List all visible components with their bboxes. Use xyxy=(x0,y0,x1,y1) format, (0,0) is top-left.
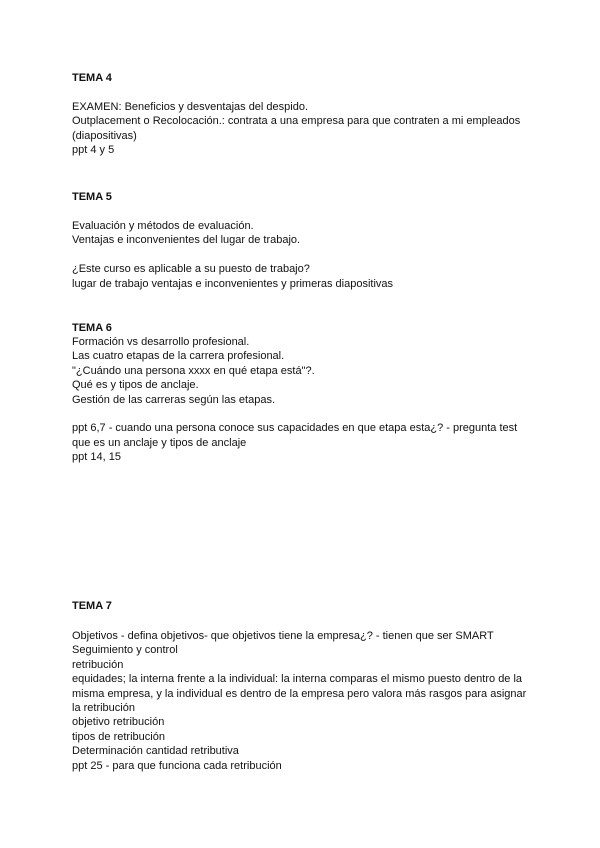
section-heading: TEMA 6 xyxy=(72,322,112,334)
section-tema-7 xyxy=(72,599,542,773)
text-line: EXAMEN: Beneficios y desventajas del despido. xyxy=(72,101,309,113)
text-line: ppt 4 y 5 xyxy=(72,144,115,157)
text-line: retribución xyxy=(72,658,124,671)
text-line: tipos de retribución xyxy=(72,730,165,743)
section-tema-6 xyxy=(72,321,542,465)
text-line: Qué es y tipos de anclaje. xyxy=(72,379,199,392)
text-line: Formación vs desarrollo profesional. xyxy=(72,336,250,348)
text-line: Gestión de las carreras según las etapas. xyxy=(72,393,276,406)
section-heading: TEMA 4 xyxy=(72,72,112,84)
text-line: objetivo retribución xyxy=(72,716,165,729)
text-line: Seguimiento y control xyxy=(72,644,178,657)
text-line: Ventajas e inconvenientes del lugar de trabajo. xyxy=(72,234,301,247)
text-line: lugar de trabajo ventajas e inconvenientes y primeras diapositivas xyxy=(72,277,394,290)
text-line: ppt 6,7 - cuando una persona conoce sus capacidades en que etapa esta¿? - pregunta test que es un anclaje y tipos de anclaje xyxy=(72,422,518,449)
section-heading: TEMA 7 xyxy=(72,600,112,612)
text-line: "¿Cuándo una persona xxxx en qué etapa está"?. xyxy=(72,364,315,377)
text-line: equidades; la interna frente a la individual: la interna comparas el mismo puesto dentro de la misma empresa, y la individual es dentro de la empresa pero valora más rasgos para asignar la retribución xyxy=(72,673,527,715)
section-heading: TEMA 5 xyxy=(72,191,112,203)
text-line: Las cuatro etapas de la carrera profesional. xyxy=(72,350,285,363)
text-line: ¿Este curso es aplicable a su puesto de trabajo? xyxy=(72,263,310,276)
section-tema-4 xyxy=(72,71,542,158)
text-line: Objetivos - defina objetivos- que objetivos tiene la empresa¿? - tienen que ser SMART xyxy=(72,630,494,642)
text-line: ppt 14, 15 xyxy=(72,451,121,464)
text-line: ppt 25 - para que funciona cada retribución xyxy=(72,759,282,772)
section-tema-5 xyxy=(72,190,542,291)
text-line: Determinación cantidad retributiva xyxy=(72,745,239,758)
text-line: Outplacement o Recolocación.: contrata a una empresa para que contraten a mi empleados (diapositivas) xyxy=(72,115,521,142)
text-line: Evaluación y métodos de evaluación. xyxy=(72,220,254,232)
